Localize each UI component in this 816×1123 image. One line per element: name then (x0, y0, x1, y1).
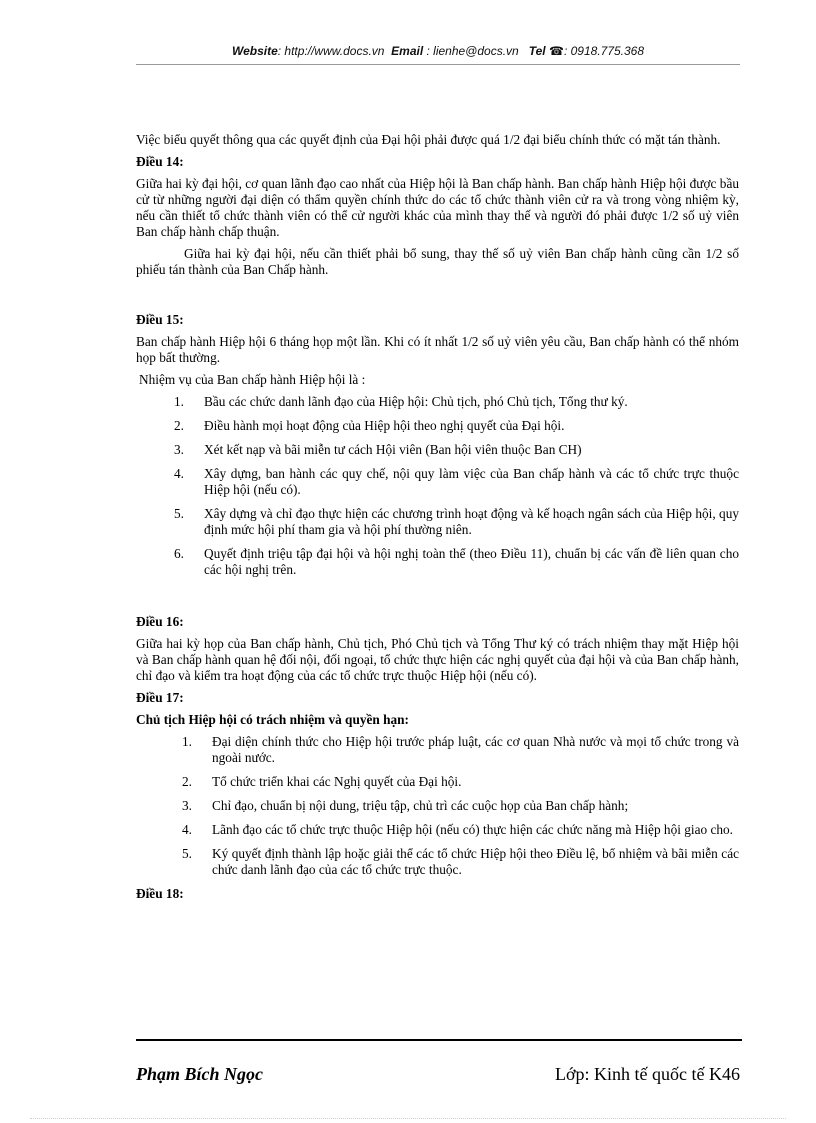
article-17-title: Điều 17: (136, 690, 184, 705)
article-14-paragraph-1: Giữa hai kỳ đại hội, cơ quan lãnh đạo cao nhất của Hiệp hội là Ban chấp hành. Ban chấp hành Hiệp hội được bầu cử từ những người đại diện có thẩm quyền chính thức do các tổ chức thành viên cử ra và trong vòng nhiệm kỳ, nếu cần thiết tổ chức thành viên có thể cử người khác của mình thay thế và người đó phải được 1/2 số uỷ viên Ban chấp hành chấp thuận. (136, 176, 739, 239)
list-item: 5. Xây dựng và chỉ đạo thực hiện các chương trình hoạt động và kế hoạch ngân sách của Hiệp hội, quy định mức hội phí tham gia và hội phí thường niên. (174, 506, 739, 537)
article-16-title: Điều 16: (136, 614, 184, 629)
list-item: 6. Quyết định triệu tập đại hội và hội nghị toàn thể (theo Điều 11), chuẩn bị các vấn đề liên quan cho các hội nghị trên. (174, 546, 739, 577)
article-15-list (136, 394, 739, 578)
article-16-paragraph: Giữa hai kỳ họp của Ban chấp hành, Chủ tịch, Phó Chủ tịch và Tổng Thư ký có trách nhiệm thay mặt Hiệp hội và Ban chấp hành quan hệ đối nội, đối ngoại, tổ chức thực hiện các nghị quyết của đại hội và của Ban chấp hành, chỉ đạo và kiểm tra hoạt động của các tổ chức trực thuộc Hiệp hội (nếu có). (136, 636, 739, 683)
list-item: 3. Chỉ đạo, chuẩn bị nội dung, triệu tập, chủ trì các cuộc họp của Ban chấp hành; (182, 798, 629, 813)
header-divider (136, 64, 740, 65)
article-14-title: Điều 14: (136, 154, 184, 169)
footer-divider (136, 1039, 742, 1041)
list-item: 1. Bầu các chức danh lãnh đạo của Hiệp hội: Chủ tịch, phó Chủ tịch, Tổng thư ký. (174, 394, 628, 409)
list-item: 2. Điều hành mọi hoạt động của Hiệp hội theo nghị quyết của Đại hội. (174, 418, 565, 433)
page-header (136, 44, 740, 58)
document-body (136, 132, 739, 908)
intro-paragraph: Việc biểu quyết thông qua các quyết định của Đại hội phải được quá 1/2 đại biểu chính thức có mặt tán thành. (136, 132, 721, 147)
article-15-title: Điều 15: (136, 312, 184, 327)
article-14-paragraph-2: Giữa hai kỳ đại hội, nếu cần thiết phải bổ sung, thay thế số uỷ viên Ban chấp hành cũng cần 1/2 số phiếu tán thành của Ban Chấp hành. (136, 246, 739, 277)
list-item: 3. Xét kết nạp và bãi miễn tư cách Hội viên (Ban hội viên thuộc Ban CH) (174, 442, 582, 457)
tel-number: : 0918.775.368 (563, 44, 645, 58)
list-item: 1. Đại diện chính thức cho Hiệp hội trước pháp luật, các cơ quan Nhà nước và mọi tổ chức trong và ngoài nước. (182, 734, 739, 765)
tel-label: Tel (528, 44, 546, 58)
footer-author: Phạm Bích Ngọc (136, 1064, 264, 1084)
list-item: 4. Xây dựng, ban hành các quy chế, nội quy làm việc của Ban chấp hành và các tổ chức trực thuộc Hiệp hội (nếu có). (174, 466, 739, 497)
article-17-subtitle: Chủ tịch Hiệp hội có trách nhiệm và quyền hạn: (136, 712, 409, 727)
email-address[interactable]: : lienhe@docs.vn (423, 44, 519, 58)
email-label: Email (391, 44, 424, 58)
article-17-list (136, 734, 739, 878)
list-item: 2. Tổ chức triển khai các Nghị quyết của Đại hội. (182, 774, 462, 789)
article-15-paragraph-2: Nhiệm vụ của Ban chấp hành Hiệp hội là : (139, 372, 366, 387)
page-edge-divider (30, 1118, 786, 1119)
list-item: 4. Lãnh đạo các tổ chức trực thuộc Hiệp hội (nếu có) thực hiện các chức năng mà Hiệp hội giao cho. (182, 822, 733, 837)
article-15-paragraph-1: Ban chấp hành Hiệp hội 6 tháng họp một lần. Khi có ít nhất 1/2 số uỷ viên yêu cầu, Ban chấp hành có thể nhóm họp bất thường. (136, 334, 739, 365)
website-label: Website (231, 44, 278, 58)
footer-class-info: Lớp: Kinh tế quốc tế K46 (555, 1064, 740, 1084)
article-18-title: Điều 18: (136, 886, 184, 901)
website-url[interactable]: : http://www.docs.vn (277, 44, 385, 58)
list-item: 5. Ký quyết định thành lập hoặc giải thể các tổ chức Hiệp hội theo Điều lệ, bổ nhiệm và bãi miễn các chức danh lãnh đạo của các tổ chức trực thuộc. (182, 846, 739, 877)
phone-icon: ☎ (549, 44, 564, 58)
